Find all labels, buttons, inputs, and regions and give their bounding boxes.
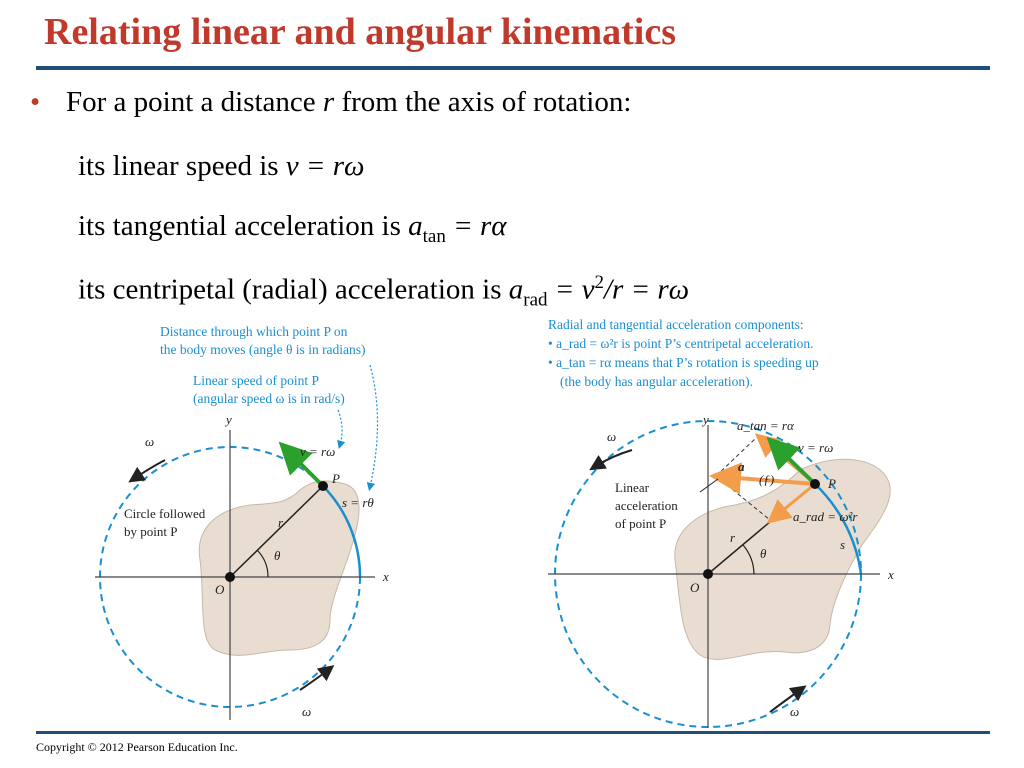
right-y-label: y — [703, 412, 709, 427]
left-y-label: y — [226, 412, 232, 427]
slide-title: Relating linear and angular kinematics — [44, 11, 676, 53]
right-s-label: s — [840, 537, 846, 552]
right-v-label: v = rω — [798, 440, 834, 455]
left-caption-distance-1: Distance through which point P on — [160, 324, 348, 339]
right-linear-label-2: acceleration — [615, 498, 678, 513]
tangential-text: its tangential acceleration is — [78, 210, 409, 242]
right-x-label: x — [888, 567, 894, 582]
right-a-vector-label: a — [738, 459, 745, 474]
right-origin — [703, 569, 713, 579]
tangential-eq: = rα — [445, 210, 507, 242]
left-rigid-body — [199, 481, 359, 655]
right-arad-label: a_rad = ω²r — [793, 509, 858, 524]
left-caption-speed-2: (angular speed ω is in rad/s) — [193, 391, 345, 406]
linear-speed-text: its linear speed is — [78, 150, 286, 182]
centripetal-sup: 2 — [594, 272, 604, 293]
left-caption-distance-2: the body moves (angle θ is in radians) — [160, 342, 366, 357]
centripetal-mid: = v — [547, 273, 595, 306]
centripetal-sym: a — [508, 273, 524, 306]
right-p-label: P — [828, 476, 836, 491]
right-omega-arrow-top — [596, 450, 632, 466]
left-r-label: r — [278, 515, 284, 530]
left-caption-pointer-s — [370, 365, 378, 487]
copyright-text: Copyright © 2012 Pearson Education Inc. — [36, 740, 238, 754]
centripetal-text: its centripetal (radial) acceleration is — [78, 273, 509, 306]
right-omega-bottom-label: ω — [790, 704, 800, 719]
left-label-circle-1: Circle followed — [124, 506, 206, 521]
left-s-label: s = rθ — [342, 495, 374, 510]
left-omega-arrow-top — [135, 460, 165, 478]
right-linear-label-3: of point P — [615, 516, 667, 531]
centripetal-sub: rad — [523, 289, 548, 311]
tangential-sub: tan — [422, 225, 446, 247]
left-caption-pointer-v — [338, 410, 342, 445]
right-caption-4: (the body has angular acceleration). — [560, 374, 754, 389]
bullet-text-post: from the axis of rotation: — [334, 86, 632, 118]
tangential-sym: a — [408, 210, 423, 242]
bullet-var-r: r — [322, 86, 335, 118]
left-diagram — [95, 324, 389, 720]
bullet-dot: • — [30, 86, 41, 118]
right-r-label: r — [730, 530, 736, 545]
right-phi-label: (ƒ) — [759, 472, 775, 487]
left-theta-label: θ — [274, 548, 281, 563]
right-diagram — [548, 317, 894, 728]
right-atan-label: a_tan = rα — [737, 418, 794, 433]
left-x-label: x — [383, 569, 389, 584]
right-caption-1: Radial and tangential acceleration components: — [548, 317, 804, 332]
right-linear-label-1: Linear — [615, 480, 649, 495]
right-caption-3: • a_tan = rα means that P’s rotation is speeding up — [548, 355, 819, 370]
left-p-label: P — [332, 471, 340, 486]
left-label-circle-2: by point P — [124, 524, 178, 539]
centripetal-eq: /r = rω — [603, 273, 690, 306]
left-origin — [225, 572, 235, 582]
right-point-p — [810, 479, 820, 489]
left-point-p — [318, 481, 328, 491]
left-omega-bottom-label: ω — [302, 704, 312, 719]
right-caption-2: • a_rad = ω²r is point P’s centripetal acceleration. — [548, 336, 814, 351]
right-o-label: O — [690, 580, 700, 595]
right-omega-top-label: ω — [607, 429, 617, 444]
left-v-label: v = rω — [300, 444, 336, 459]
right-linear-accel-pointer — [700, 479, 718, 492]
right-dash-1 — [716, 437, 757, 476]
left-omega-arrow-bottom — [300, 670, 328, 690]
bullet-text-pre: For a point a distance — [66, 86, 323, 118]
right-theta-label: θ — [760, 546, 767, 561]
footer-divider — [36, 731, 990, 734]
left-caption-speed-1: Linear speed of point P — [193, 373, 319, 388]
left-o-label: O — [215, 582, 225, 597]
left-omega-top-label: ω — [145, 434, 155, 449]
linear-speed-eq: v = rω — [285, 150, 365, 182]
